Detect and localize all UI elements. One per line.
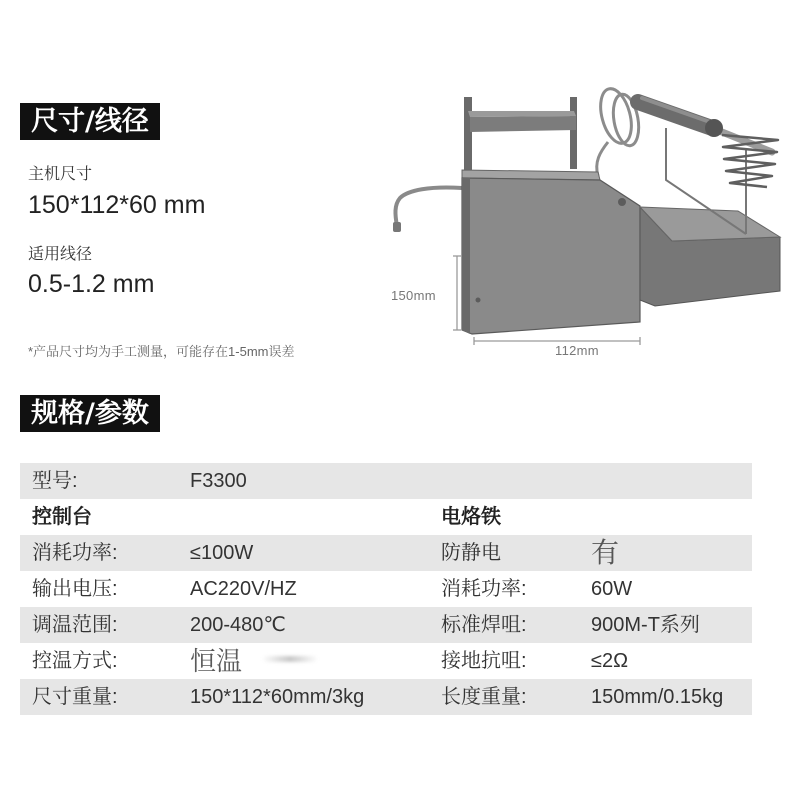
spec-value: 150mm/0.15kg bbox=[591, 686, 724, 708]
table-row bbox=[20, 607, 752, 643]
spec-label: 输出电压: bbox=[32, 578, 118, 600]
table-row-group-headers bbox=[20, 499, 752, 535]
table-row-model bbox=[20, 463, 752, 499]
iron-holder-base bbox=[640, 207, 780, 306]
spec-label: 尺寸重量: bbox=[32, 686, 118, 708]
spec-value: 恒温 bbox=[190, 646, 243, 676]
spec-value: 60W bbox=[591, 578, 633, 600]
power-cable-plug bbox=[393, 222, 401, 232]
host-size-value: 150*112*60 mm bbox=[28, 191, 206, 219]
control-knob bbox=[618, 198, 626, 206]
spec-value: ≤100W bbox=[190, 542, 254, 564]
host-size-label: 主机尺寸 bbox=[28, 166, 93, 183]
spec-table bbox=[20, 463, 752, 715]
table-row bbox=[20, 571, 752, 607]
height-dimension-line bbox=[453, 256, 461, 330]
spec-label: 长度重量: bbox=[441, 686, 527, 708]
model-value: F3300 bbox=[190, 470, 247, 492]
section-header-dimensions: 尺寸/线径 bbox=[20, 103, 160, 140]
spec-label: 防静电 bbox=[441, 542, 501, 564]
width-dimension-label: 112mm bbox=[555, 343, 599, 358]
section-header-specs: 规格/参数 bbox=[20, 395, 160, 432]
spec-label: 消耗功率: bbox=[441, 578, 527, 600]
spec-value: 200-480℃ bbox=[190, 614, 286, 636]
group-header-control-unit: 控制台 bbox=[32, 506, 92, 528]
model-label: 型号: bbox=[32, 470, 78, 492]
cable-hanger-frame bbox=[464, 97, 577, 175]
smudge-mark bbox=[262, 656, 318, 662]
spec-value: AC220V/HZ bbox=[190, 578, 297, 600]
spec-label: 调温范围: bbox=[32, 614, 118, 636]
control-unit-body bbox=[462, 170, 640, 334]
spec-value: 150*112*60mm/3kg bbox=[190, 686, 365, 708]
wire-diameter-value: 0.5-1.2 mm bbox=[28, 270, 155, 298]
table-row bbox=[20, 679, 752, 715]
soldering-station-diagram bbox=[380, 80, 790, 380]
spec-label: 标准焊咀: bbox=[441, 614, 527, 636]
measurement-note: *产品尺寸均为手工测量，可能存在1-5mm误差 bbox=[28, 344, 295, 359]
spec-label: 控温方式: bbox=[32, 650, 118, 672]
spec-label: 接地抗咀: bbox=[441, 650, 527, 672]
group-header-soldering-iron: 电烙铁 bbox=[441, 506, 501, 528]
power-cable bbox=[395, 187, 462, 226]
spec-value: ≤2Ω bbox=[591, 650, 629, 672]
spec-label: 消耗功率: bbox=[32, 542, 118, 564]
power-indicator bbox=[476, 298, 481, 303]
wire-diameter-label: 适用线径 bbox=[28, 246, 93, 263]
spring-coil-holder bbox=[722, 135, 778, 187]
height-dimension-label: 150mm bbox=[391, 288, 436, 303]
table-row bbox=[20, 643, 752, 679]
spec-value: 900M-T系列 bbox=[591, 614, 700, 636]
spec-value: 有 bbox=[591, 537, 620, 568]
table-row bbox=[20, 535, 752, 571]
